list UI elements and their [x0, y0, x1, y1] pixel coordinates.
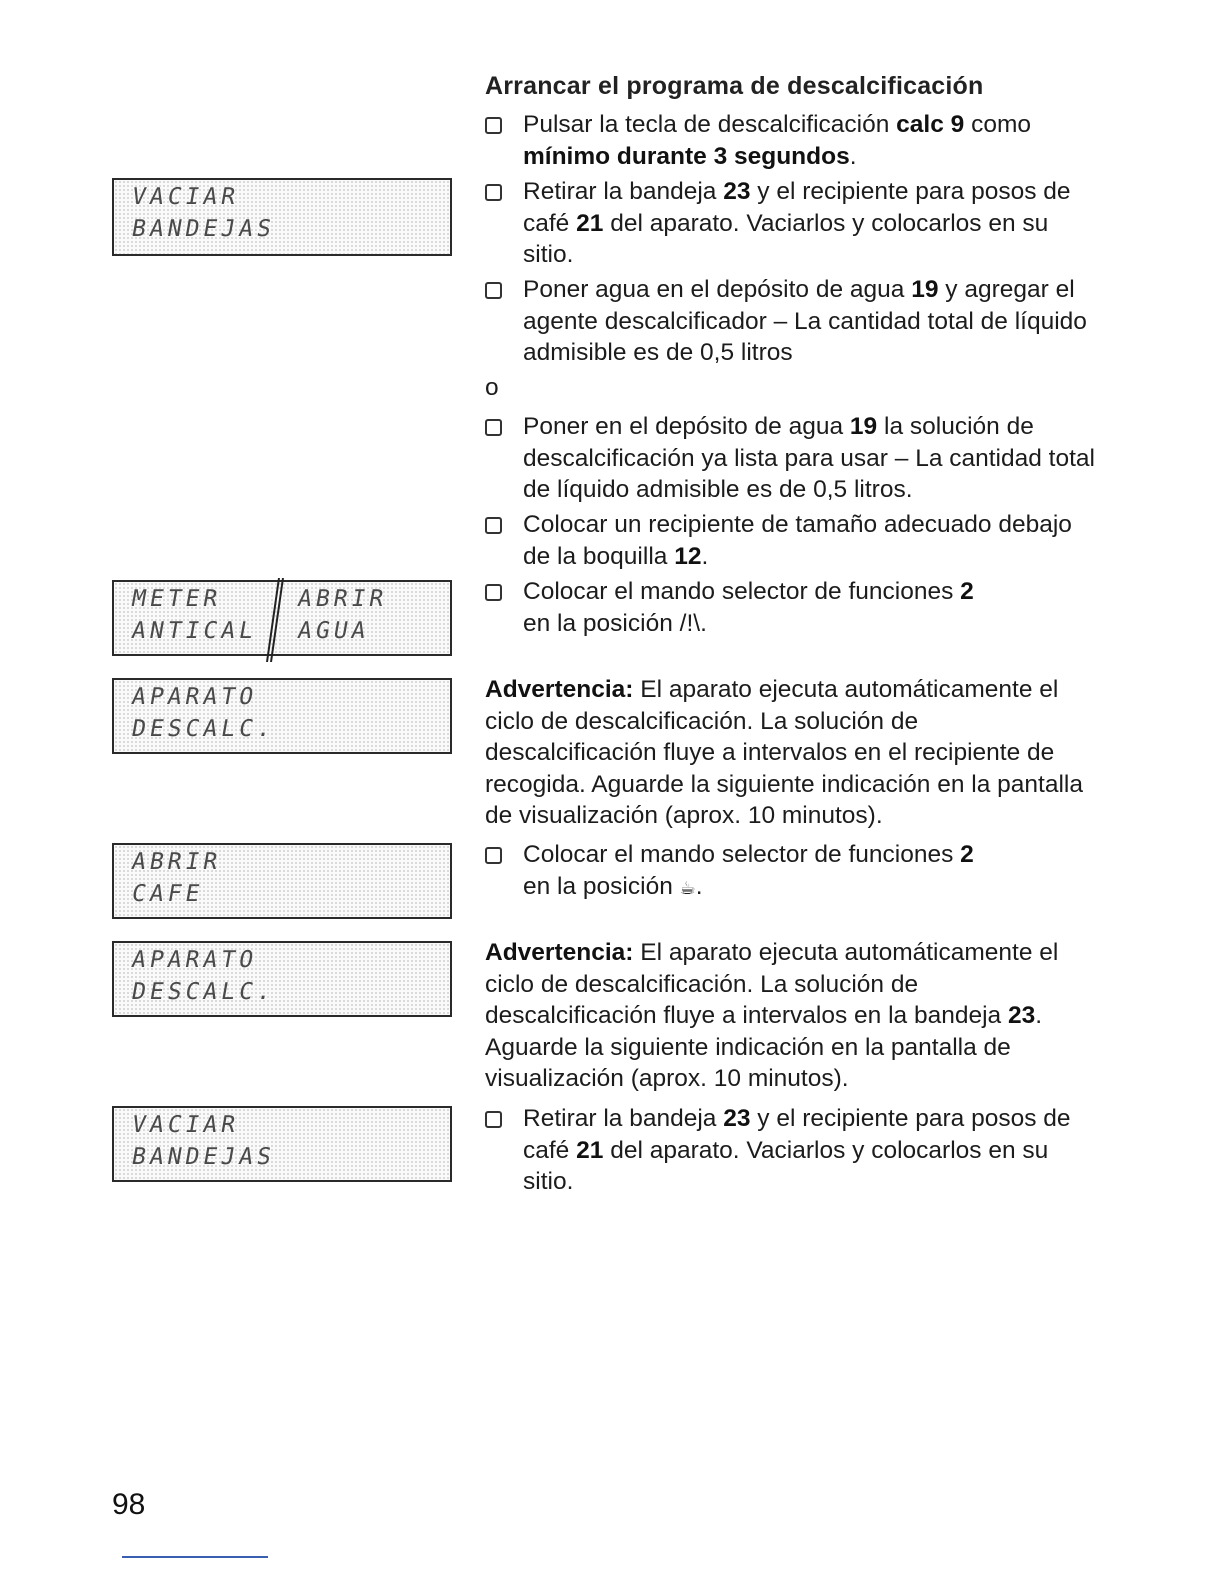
- display-right-line-1: ABRIR: [295, 586, 390, 612]
- checkbox-bullet-icon: [485, 184, 502, 201]
- checkbox-bullet-icon: [485, 282, 502, 299]
- page-number: 98: [112, 1488, 146, 1521]
- display-right-line-2: AGUA: [295, 618, 372, 644]
- display-abrir-cafe: [112, 843, 452, 919]
- display-left-line-1: METER: [129, 586, 224, 612]
- step-list-item: Colocar el mando selector de funciones 2 en la posición ☕.: [485, 839, 1095, 904]
- display-meter-antical-abrir-agua: [112, 580, 452, 656]
- display-divider-icon: [264, 578, 286, 662]
- checkbox-bullet-icon: [485, 517, 502, 534]
- display-line-1: APARATO: [129, 947, 260, 973]
- display-aparato-descalc-1: [112, 678, 452, 754]
- checkbox-bullet-icon: [485, 584, 502, 601]
- display-vaciar-bandejas-1: [112, 178, 452, 256]
- checkbox-bullet-icon: [485, 419, 502, 436]
- display-line-2: DESCALC.: [129, 716, 278, 742]
- checkbox-bullet-icon: [485, 847, 502, 864]
- step-list-item: Retirar la bandeja 23 y el recipiente para posos de café 21 del aparato. Vaciarlos y colocarlos en su sitio.: [485, 176, 1095, 271]
- step-list-item: Colocar un recipiente de tamaño adecuado debajo de la boquilla 12.: [485, 509, 1095, 572]
- display-line-1: VACIAR: [129, 184, 242, 210]
- step-list-item: Retirar la bandeja 23 y el recipiente para posos de café 21 del aparato. Vaciarlos y colocarlos en su sitio.: [485, 1103, 1095, 1198]
- warning-note: Advertencia: El aparato ejecuta automáticamente el ciclo de descalcificación. La solución de descalcificación fluye a intervalos en el recipiente de recogida. Aguarde la siguiente indicación en la pantalla de visualización (aprox. 10 minutos).: [485, 676, 1083, 829]
- display-line-1: APARATO: [129, 684, 260, 710]
- step-list-item: Pulsar la tecla de descalcificación calc 9 como mínimo durante 3 segundos.: [485, 109, 1095, 172]
- display-line-1: VACIAR: [129, 1112, 242, 1138]
- display-line-1: ABRIR: [129, 849, 224, 875]
- display-left-line-2: ANTICAL: [129, 618, 260, 644]
- display-line-2: DESCALC.: [129, 979, 278, 1005]
- display-aparato-descalc-2: [112, 941, 452, 1017]
- display-line-2: BANDEJAS: [129, 216, 278, 242]
- footer-divider: [122, 1556, 268, 1558]
- checkbox-bullet-icon: [485, 117, 502, 134]
- step-list-item: Colocar el mando selector de funciones 2 en la posición /!\.: [485, 576, 1095, 639]
- checkbox-bullet-icon: [485, 1111, 502, 1128]
- display-vaciar-bandejas-2: [112, 1106, 452, 1182]
- step-list-item: Poner agua en el depósito de agua 19 y agregar el agente descalcificador – La cantidad total de líquido admisible es de 0,5 litros: [485, 274, 1095, 369]
- coffee-symbol-icon: ☕: [679, 877, 696, 898]
- display-line-2: BANDEJAS: [129, 1144, 278, 1170]
- warning-note: Advertencia: El aparato ejecuta automáticamente el ciclo de descalcificación. La solución de descalcificación fluye a intervalos en la bandeja 23. Aguarde la siguiente indicación en la pantalla de visualización (aprox. 10 minutos).: [485, 939, 1059, 1092]
- section-heading: Arrancar el programa de descalcificación: [485, 72, 984, 100]
- display-line-2: CAFE: [129, 881, 206, 907]
- step-list-item: Poner en el depósito de agua 19 la solución de descalcificación ya lista para usar – La cantidad total de líquido admisible es de 0,5 litros.: [485, 411, 1095, 506]
- descaling-symbol-icon: /!\: [679, 609, 701, 637]
- or-text: o: [485, 374, 499, 401]
